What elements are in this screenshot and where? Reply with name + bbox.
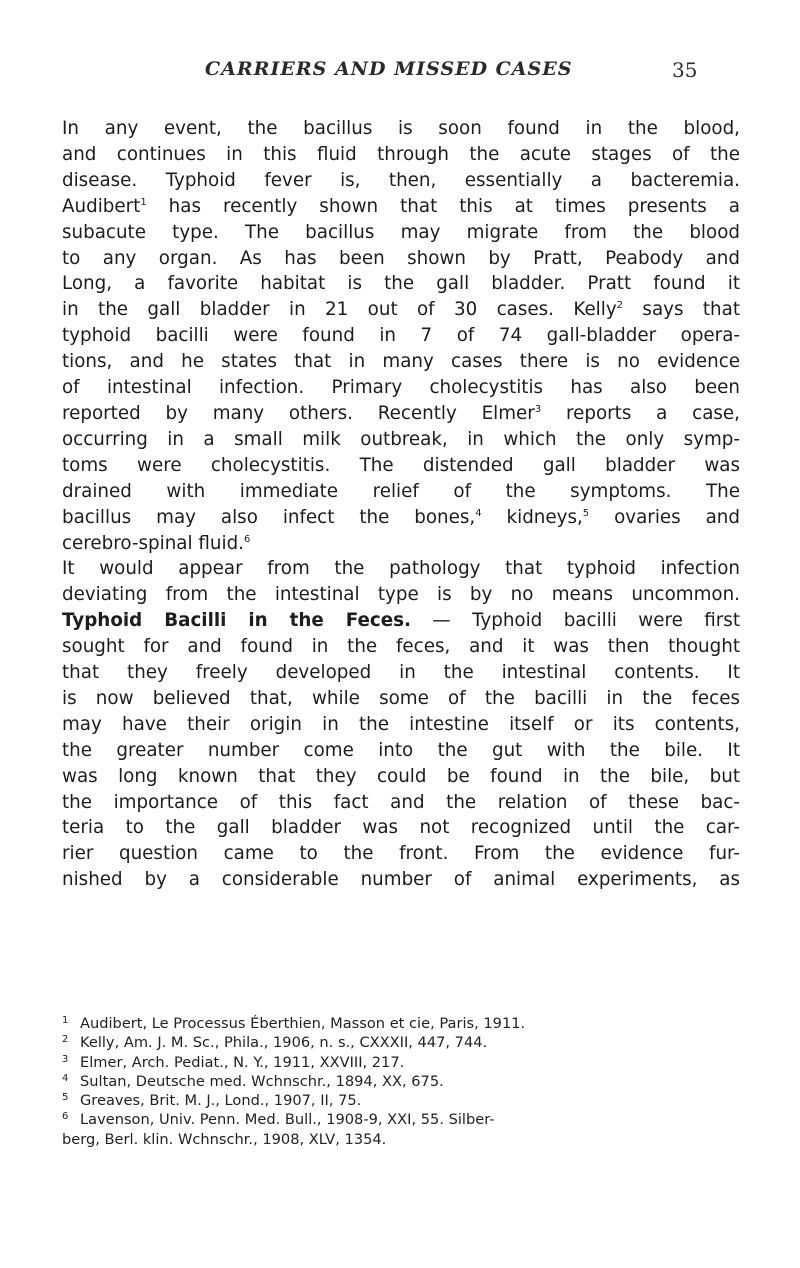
footnote-ref: 4 bbox=[475, 507, 482, 519]
text-line: Long, a favorite habitat is the gall bladder. Pratt found it bbox=[62, 273, 740, 295]
text-line: occurring in a small milk outbreak, in which the only symp- bbox=[62, 428, 740, 450]
text-line: was long known that they could be found in the bile, but bbox=[62, 765, 740, 787]
footnote: 1 Audibert, Le Processus Éberthien, Masson et cie, Paris, 1911. bbox=[62, 1015, 526, 1032]
text-line: the greater number come into the gut with the bile. It bbox=[62, 739, 740, 761]
page-number: 35 bbox=[672, 58, 698, 82]
footnote-ref: 6 bbox=[243, 533, 251, 545]
text-line: nished by a considerable number of animal experiments, as bbox=[62, 869, 740, 891]
text-line: of intestinal infection. Primary cholecystitis has also been bbox=[62, 377, 740, 399]
footnote-ref: 1 bbox=[140, 196, 147, 208]
text-line: teria to the gall bladder was not recognized until the car- bbox=[62, 817, 740, 839]
text-line: rier question came to the front. From the evidence fur- bbox=[62, 843, 740, 865]
text-line: subacute type. The bacillus may migrate from the blood bbox=[62, 221, 740, 243]
text-line: in the gall bladder in 21 out of 30 cases. Kelly$^2$ says that bbox=[62, 299, 740, 321]
footnote-ref: 5 bbox=[582, 507, 590, 519]
paragraph-pathology bbox=[62, 556, 740, 608]
text-line: drained with immediate relief of the symptoms. The bbox=[62, 480, 740, 502]
text-line: sought for and found in the feces, and it was then thought bbox=[62, 636, 740, 658]
text-line: bacillus may also infect the bones,$^4$ kidneys,$^5$ ovaries and bbox=[62, 506, 740, 528]
paragraph-feces bbox=[62, 608, 740, 893]
text-line: In any event, the bacillus is soon found in the blood, bbox=[62, 118, 740, 139]
footnote: 3 Elmer, Arch. Pediat., N. Y., 1911, XXVIII, 217. bbox=[62, 1053, 405, 1071]
text-line: and continues in this fluid through the acute stages of the bbox=[62, 143, 740, 165]
text-line: It would appear from the pathology that typhoid infection bbox=[62, 558, 740, 580]
paragraph-bacteremia bbox=[62, 116, 740, 556]
section-heading: Typhoid Bacilli in the Feces. bbox=[62, 610, 411, 632]
footnote-continuation: berg, Berl. klin. Wchnschr., 1908, XLV, 1354. bbox=[62, 1130, 387, 1148]
main-text bbox=[62, 116, 740, 893]
text-line: to any organ. As has been shown by Pratt, Peabody and bbox=[62, 247, 740, 269]
footnote: 5 Greaves, Brit. M. J., Lond., 1907, II, 75. bbox=[62, 1092, 362, 1110]
running-title: CARRIERS AND MISSED CASES bbox=[205, 58, 573, 80]
text-line: toms were cholecystitis. The distended gall bladder was bbox=[62, 454, 740, 476]
text-line: the importance of this fact and the relation of these bac- bbox=[62, 791, 740, 813]
page-header bbox=[0, 58, 800, 88]
text-line: that they freely developed in the intestinal contents. It bbox=[62, 662, 740, 684]
text-line: reported by many others. Recently Elmer$^3$ reports a case, bbox=[62, 402, 740, 424]
text-line: tions, and he states that in many cases there is no evidence bbox=[62, 351, 740, 373]
footnote: 2 Kelly, Am. J. M. Sc., Phila., 1906, n. s., CXXXII, 447, 744. bbox=[62, 1034, 488, 1052]
text-line: may have their origin in the intestine itself or its contents, bbox=[62, 713, 740, 735]
text-line: cerebro-spinal fluid.$^6$ bbox=[62, 532, 251, 554]
text-line: Audibert$^1$ has recently shown that this at times presents a bbox=[62, 195, 740, 217]
footnote: 6 Lavenson, Univ. Penn. Med. Bull., 1908-9, XXI, 55. Silber- bbox=[62, 1111, 495, 1129]
footnote-ref: 3 bbox=[534, 403, 542, 415]
text-line: Typhoid Bacilli in the Feces. — Typhoid bacilli were first bbox=[62, 610, 740, 632]
text-line: deviating from the intestinal type is by no means uncommon. bbox=[62, 584, 740, 606]
text-line: is now believed that, while some of the bacilli in the feces bbox=[62, 687, 740, 709]
footnotes bbox=[62, 1014, 740, 1149]
text-line: disease. Typhoid fever is, then, essentially a bacteremia. bbox=[62, 169, 740, 191]
footnote: 4 Sultan, Deutsche med. Wchnschr., 1894, XX, 675. bbox=[62, 1072, 444, 1090]
footnote-ref: 2 bbox=[616, 300, 624, 312]
text-line: typhoid bacilli were found in 7 of 74 gall-bladder opera- bbox=[62, 325, 740, 347]
